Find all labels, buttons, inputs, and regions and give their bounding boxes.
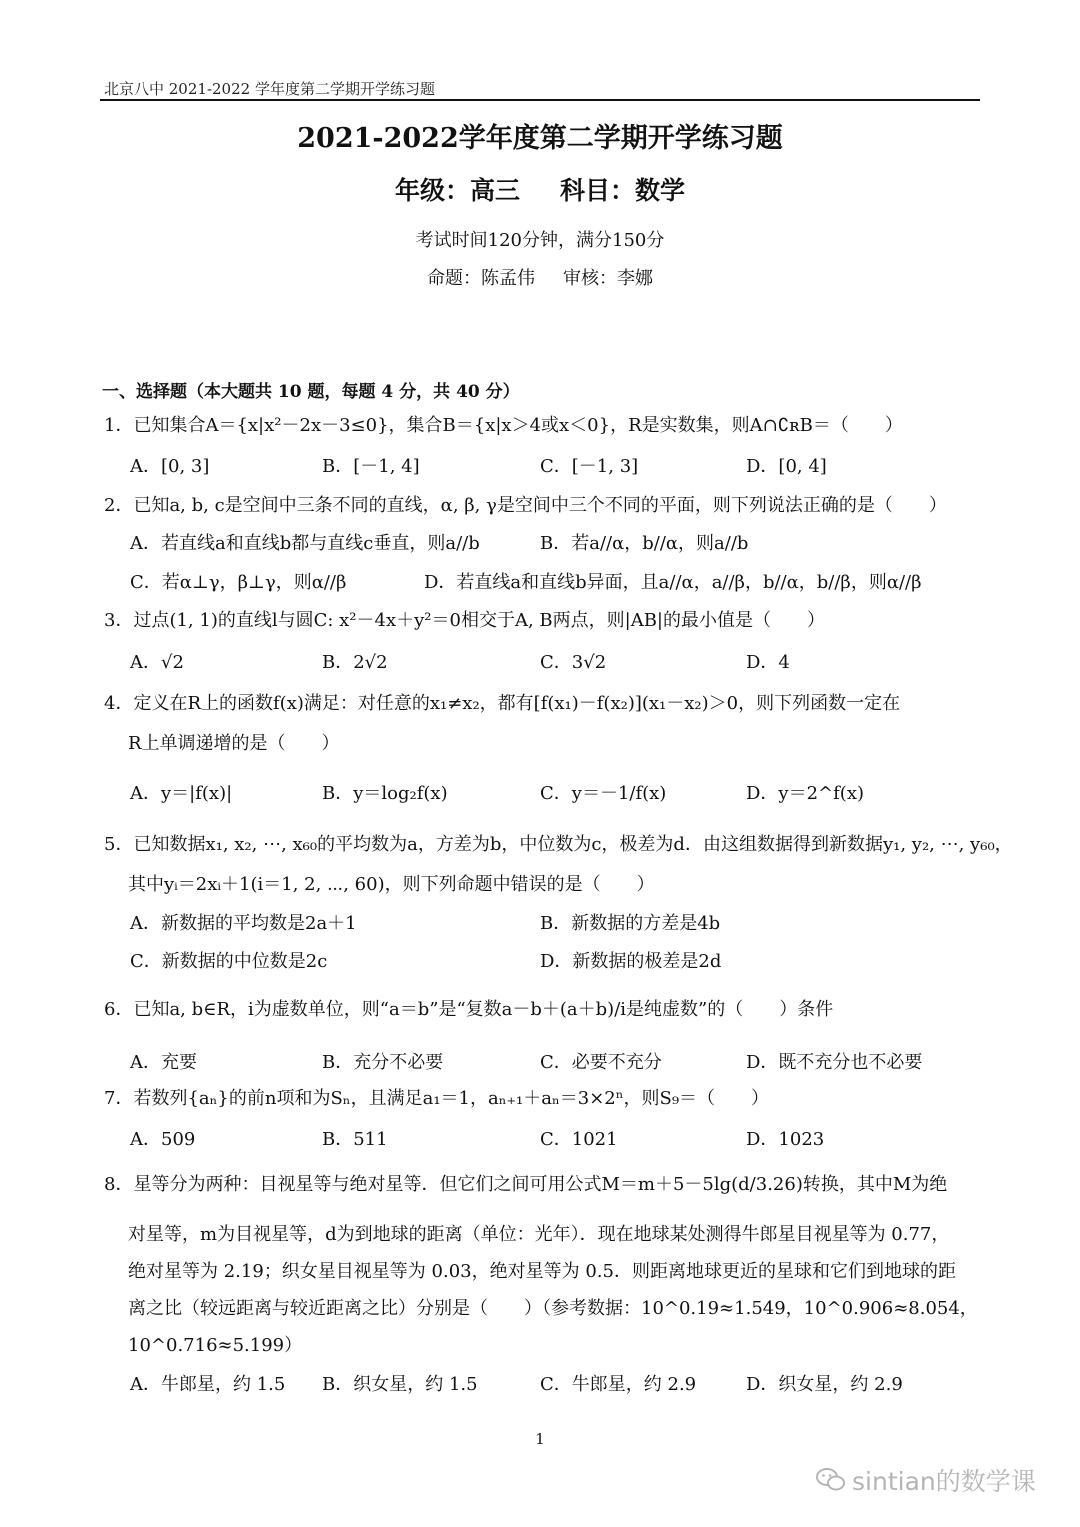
question-6-stem: 6．已知a, b∈R，i为虚数单位，则“a＝b”是“复数a－b＋(a＋b)/i是纯虚数”的（ ）条件 [104, 999, 834, 1020]
q4-option-b: B．y＝log₂f(x) [322, 783, 448, 804]
q8-option-a: A．牛郎星，约 1.5 [130, 1374, 286, 1395]
q6-option-b: B．充分不必要 [322, 1052, 444, 1073]
question-1-stem: 1．已知集合A＝{x|x²－2x－3≤0}，集合B＝{x|x＞4或x＜0}，R是实数集，则A∩∁ʀB＝（ ） [104, 415, 903, 436]
question-8-stem-cont-2: 绝对星等为 2.19；织女星目视星等为 0.03，绝对星等为 0.5．则距离地球更近的星球和它们到地球的距 [128, 1261, 956, 1282]
question-4-stem-cont: R上单调递增的是（ ） [128, 733, 340, 754]
q2-option-a: A．若直线a和直线b都与直线c垂直，则a//b [130, 533, 480, 554]
q5-option-d: D．新数据的极差是2d [540, 951, 722, 972]
q6-option-a: A．充要 [130, 1052, 197, 1073]
question-8-stem-cont-4: 10^0.716≈5.199） [128, 1335, 303, 1356]
exam-info: 考试时间120分钟，满分150分 [415, 230, 665, 251]
question-7-stem: 7．若数列{aₙ}的前n项和为Sₙ，且满足a₁＝1，aₙ₊₁＋aₙ＝3×2ⁿ，则S₉＝（ ） [104, 1088, 770, 1109]
q5-option-b: B．新数据的方差是4b [540, 913, 721, 934]
subtitle [0, 171, 1080, 207]
question-2-stem: 2．已知a, b, c是空间中三条不同的直线，α, β, γ是空间中三个不同的平面，则下列说法正确的是（ ） [104, 495, 947, 516]
q2-option-b: B．若a//α，b//α，则a//b [540, 533, 749, 554]
q5-option-c: C．新数据的中位数是2c [130, 951, 328, 972]
q5-option-a: A．新数据的平均数是2a＋1 [130, 913, 357, 934]
question-8-stem-cont-3: 离之比（较远距离与较近距离之比）分别是（ ）（参考数据：10^0.19≈1.549，10^0.906≈8.054， [128, 1298, 978, 1319]
q3-option-d: D．4 [746, 652, 790, 673]
wechat-icon [816, 1467, 846, 1493]
watermark-text: sintian的数学课 [852, 1467, 1036, 1496]
q2-option-d: D．若直线a和直线b异面，且a//α，a//β，b//α，b//β，则α//β [424, 572, 922, 593]
q4-option-c: C．y＝－1/f(x) [540, 783, 667, 804]
watermark [816, 1462, 1036, 1498]
q1-option-a: A．[0, 3] [130, 456, 210, 477]
q6-option-c: C．必要不充分 [540, 1052, 662, 1073]
question-8-stem-cont-1: 对星等，m为目视星等，d为到地球的距离（单位：光年）．现在地球某处测得牛郎星目视星等为 0.77， [128, 1224, 950, 1245]
section-title: 一、选择题（本大题共 10 题，每题 4 分，共 40 分） [102, 382, 520, 402]
subject-label: 科目：数学 [560, 176, 686, 205]
header-rule [100, 99, 980, 101]
q8-option-d: D．织女星，约 2.9 [746, 1374, 903, 1395]
authors [0, 264, 1080, 290]
q3-option-c: C．3√2 [540, 652, 607, 673]
q2-option-c: C．若α⊥γ，β⊥γ，则α//β [130, 572, 347, 593]
q4-option-d: D．y＝2^f(x) [746, 783, 864, 804]
q7-option-a: A．509 [130, 1129, 196, 1150]
running-header: 北京八中 2021-2022 学年度第二学期开学练习题 [104, 80, 435, 98]
setter: 命题：陈孟伟 [427, 268, 535, 289]
page-number: 1 [535, 1430, 545, 1448]
question-5-stem-cont: 其中yᵢ＝2xᵢ＋1(i＝1, 2, ⋯, 60)，则下列命题中错误的是（ ） [128, 874, 655, 895]
question-5-stem: 5．已知数据x₁, x₂, ⋯, x₆₀的平均数为a，方差为b，中位数为c，极差为d．由这组数据得到新数据y₁, y₂, ⋯, y₆₀， [104, 834, 1013, 855]
q6-option-d: D．既不充分也不必要 [746, 1052, 923, 1073]
q1-option-b: B．[－1, 4] [322, 456, 420, 477]
q7-option-d: D．1023 [746, 1129, 825, 1150]
q7-option-c: C．1021 [540, 1129, 618, 1150]
q1-option-c: C．[－1, 3] [540, 456, 639, 477]
question-8-stem: 8．星等分为两种：目视星等与绝对星等．但它们之间可用公式M＝m＋5－5lg(d/3.26)转换，其中M为绝 [104, 1174, 948, 1195]
page-title: 2021-2022学年度第二学期开学练习题 [297, 123, 783, 154]
q3-option-b: B．2√2 [322, 652, 388, 673]
q8-option-c: C．牛郎星，约 2.9 [540, 1374, 697, 1395]
q4-option-a: A．y＝|f(x)| [130, 783, 233, 804]
reviewer: 审核：李娜 [563, 268, 653, 289]
q1-option-d: D．[0, 4] [746, 456, 827, 477]
q8-option-b: B．织女星，约 1.5 [322, 1374, 478, 1395]
question-3-stem: 3．过点(1, 1)的直线l与圆C: x²－4x＋y²＝0相交于A, B两点，则|AB|的最小值是（ ） [104, 610, 825, 631]
question-4-stem: 4．定义在R上的函数f(x)满足：对任意的x₁≠x₂，都有[f(x₁)－f(x₂)](x₁－x₂)＞0，则下列函数一定在 [104, 693, 901, 714]
grade-label: 年级：高三 [394, 176, 520, 205]
q3-option-a: A．√2 [130, 652, 184, 673]
q7-option-b: B．511 [322, 1129, 388, 1150]
